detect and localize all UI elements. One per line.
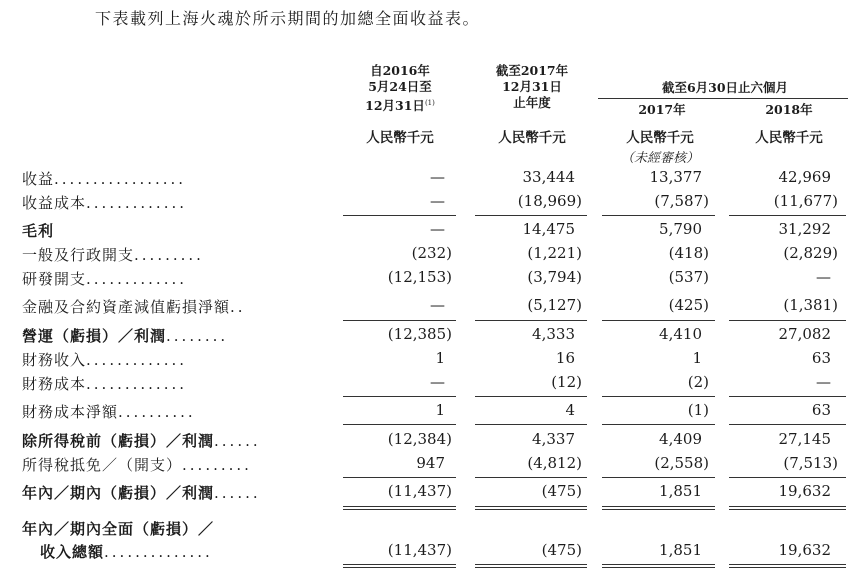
row-label: 財務收入............. — [22, 351, 188, 369]
value-cell: 13,377 — [649, 168, 702, 186]
value-cell: — — [816, 373, 831, 391]
row-operating-result — [0, 325, 864, 347]
row-rnd-expenses — [0, 268, 864, 290]
value-cell: (11,677) — [773, 192, 838, 210]
leader-dots: .. — [230, 298, 246, 316]
value-cell: 4,333 — [532, 325, 575, 343]
value-cell: (18,969) — [517, 192, 582, 210]
double-rule — [602, 567, 715, 568]
header-h1-2017: 2017年 — [638, 102, 686, 117]
value-cell: (4,812) — [527, 454, 582, 472]
subtotal-rule — [602, 320, 715, 321]
row-label: 營運（虧損）／利潤........ — [22, 327, 229, 345]
leader-dots: .......... — [118, 403, 196, 421]
value-cell: (7,587) — [654, 192, 709, 210]
value-cell: 14,475 — [522, 220, 575, 238]
unit-col3: 人民幣千元 — [626, 130, 694, 146]
value-cell: (475) — [541, 541, 582, 559]
double-rule — [729, 564, 846, 565]
double-rule — [602, 564, 715, 565]
double-rule — [602, 506, 715, 507]
row-income-tax — [0, 454, 864, 476]
row-cost-of-revenue — [0, 192, 864, 214]
value-cell: (11,437) — [387, 541, 452, 559]
subtotal-rule — [343, 215, 456, 216]
header-line: 5月24日至 — [368, 79, 432, 94]
subtotal-rule — [729, 477, 846, 478]
value-cell: (11,437) — [387, 482, 452, 500]
value-cell: — — [430, 296, 445, 314]
subtotal-rule — [602, 215, 715, 216]
subtotal-rule — [475, 477, 587, 478]
subtotal-rule — [602, 396, 715, 397]
value-cell: — — [816, 268, 831, 286]
unaudited-note: （未經審核） — [620, 151, 699, 166]
value-cell: (2,829) — [783, 244, 838, 262]
row-gross-profit — [0, 220, 864, 242]
footnote-marker: (1) — [424, 99, 435, 107]
double-rule — [475, 509, 587, 510]
unit-col4: 人民幣千元 — [755, 130, 823, 146]
double-rule — [343, 509, 456, 510]
double-rule — [729, 509, 846, 510]
header-h1-2018: 2018年 — [765, 102, 813, 117]
value-cell: (1) — [687, 401, 709, 419]
value-cell: 31,292 — [778, 220, 831, 238]
row-label: 除所得稅前（虧損）／利潤...... — [22, 432, 261, 450]
value-cell: (425) — [668, 296, 709, 314]
value-cell: 19,632 — [778, 482, 831, 500]
value-cell: 33,444 — [522, 168, 575, 186]
value-cell: 27,082 — [778, 325, 831, 343]
value-cell: 4,409 — [659, 430, 702, 448]
value-cell: 5,790 — [659, 220, 702, 238]
leader-dots: ................. — [54, 170, 187, 188]
leader-dots: ............. — [86, 194, 188, 212]
row-label-total-comprehensive: 年內／期內全面（虧損）／ — [22, 520, 215, 538]
subtotal-rule — [475, 424, 587, 425]
header-line: 止年度 — [513, 95, 551, 110]
subtotal-rule — [343, 477, 456, 478]
row-impairment-losses — [0, 296, 864, 318]
row-pretax-result — [0, 430, 864, 452]
value-cell: — — [430, 220, 445, 238]
subtotal-rule — [729, 215, 846, 216]
value-cell: (7,513) — [783, 454, 838, 472]
header-period-2016 — [340, 63, 460, 114]
header-line: 12月31日 — [502, 79, 562, 94]
header-six-months-group: 截至6月30日止六個月 — [661, 80, 789, 95]
row-label: 所得稅抵免／（開支）......... — [22, 456, 252, 474]
row-label: 財務成本淨額.......... — [22, 403, 196, 421]
double-rule — [602, 509, 715, 510]
leader-dots: ............. — [86, 351, 188, 369]
leader-dots: ......... — [134, 246, 204, 264]
value-cell: 16 — [555, 349, 575, 367]
leader-dots: ...... — [214, 432, 261, 450]
row-total-comprehensive — [0, 541, 864, 563]
row-revenue — [0, 168, 864, 190]
value-cell: (2,558) — [654, 454, 709, 472]
value-cell: 1,851 — [659, 482, 702, 500]
value-cell: 1 — [435, 349, 445, 367]
subtotal-rule — [343, 424, 456, 425]
header-line: 截至2017年 — [495, 63, 569, 78]
leader-dots: ........ — [166, 327, 229, 345]
value-cell: (1,221) — [527, 244, 582, 262]
subtotal-rule — [475, 396, 587, 397]
subtotal-rule — [729, 396, 846, 397]
unit-col2: 人民幣千元 — [498, 130, 566, 146]
value-cell: 19,632 — [778, 541, 831, 559]
double-rule — [475, 567, 587, 568]
row-label: 研發開支............. — [22, 270, 188, 288]
value-cell: 4,337 — [532, 430, 575, 448]
subtotal-rule — [343, 396, 456, 397]
value-cell: 63 — [811, 401, 831, 419]
row-net-finance-costs — [0, 401, 864, 423]
row-finance-costs — [0, 373, 864, 395]
value-cell: 63 — [811, 349, 831, 367]
value-cell: (12) — [551, 373, 582, 391]
double-rule — [475, 564, 587, 565]
value-cell: (2) — [687, 373, 709, 391]
group-underline — [598, 98, 848, 99]
value-cell: — — [430, 192, 445, 210]
header-year-2017 — [472, 63, 592, 111]
value-cell: (5,127) — [527, 296, 582, 314]
value-cell: 1 — [435, 401, 445, 419]
row-label: 收益................. — [22, 170, 187, 188]
double-rule — [343, 506, 456, 507]
subtotal-rule — [475, 215, 587, 216]
value-cell: (12,153) — [387, 268, 452, 286]
leader-dots: .............. — [104, 543, 213, 561]
double-rule — [475, 506, 587, 507]
row-label: 收入總額.............. — [40, 543, 213, 561]
value-cell: (418) — [668, 244, 709, 262]
row-label: 毛利 — [22, 222, 55, 240]
value-cell: (475) — [541, 482, 582, 500]
subtotal-rule — [343, 320, 456, 321]
value-cell: 27,145 — [778, 430, 831, 448]
leader-dots: ......... — [182, 456, 252, 474]
header-line: 12月31日$^{(1)}$ — [365, 98, 435, 114]
row-label: 收益成本............. — [22, 194, 188, 212]
double-rule — [729, 506, 846, 507]
value-cell: 42,969 — [778, 168, 831, 186]
row-period-result — [0, 482, 864, 504]
value-cell: 4 — [565, 401, 575, 419]
subtotal-rule — [602, 424, 715, 425]
double-rule — [729, 567, 846, 568]
value-cell: 1 — [692, 349, 702, 367]
row-label: 財務成本............. — [22, 375, 188, 393]
intro-text: 下表載列上海火魂於所示期間的加總全面收益表。 — [95, 9, 481, 28]
subtotal-rule — [729, 424, 846, 425]
double-rule — [343, 567, 456, 568]
subtotal-rule — [729, 320, 846, 321]
value-cell: (537) — [668, 268, 709, 286]
row-label: 一般及行政開支......... — [22, 246, 204, 264]
value-cell: 4,410 — [659, 325, 702, 343]
double-rule — [343, 564, 456, 565]
leader-dots: ...... — [214, 484, 261, 502]
value-cell: (12,384) — [387, 430, 452, 448]
value-cell: 1,851 — [659, 541, 702, 559]
value-cell: (1,381) — [783, 296, 838, 314]
leader-dots: ............. — [86, 270, 188, 288]
row-finance-income — [0, 349, 864, 371]
unit-col1: 人民幣千元 — [366, 130, 434, 146]
value-cell: (3,794) — [527, 268, 582, 286]
row-admin-expenses — [0, 244, 864, 266]
value-cell: — — [430, 168, 445, 186]
subtotal-rule — [475, 320, 587, 321]
value-cell: (12,385) — [387, 325, 452, 343]
header-line: 自2016年 — [370, 63, 430, 78]
leader-dots: ............. — [86, 375, 188, 393]
subtotal-rule — [602, 477, 715, 478]
value-cell: — — [430, 373, 445, 391]
row-label: 金融及合約資產減值虧損淨額.. — [22, 298, 246, 316]
value-cell: 947 — [416, 454, 445, 472]
row-label: 年內／期內（虧損）／利潤...... — [22, 484, 261, 502]
value-cell: (232) — [411, 244, 452, 262]
